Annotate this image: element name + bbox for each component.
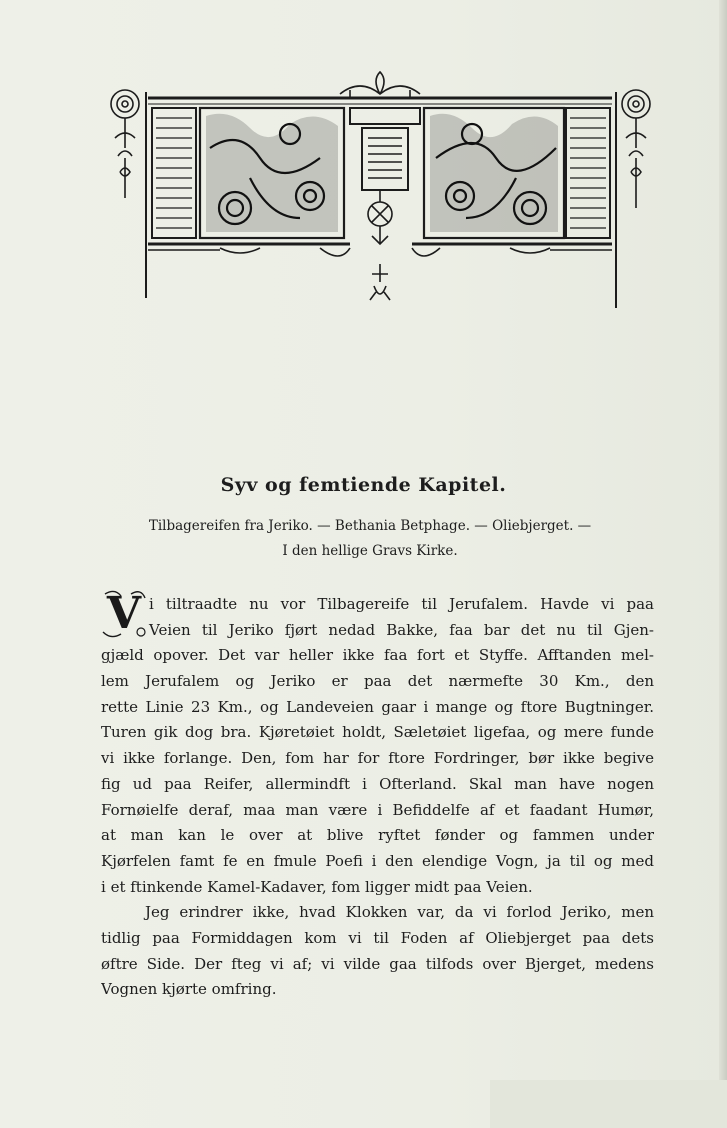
body-line: lem Jerufalem og Jeriko er paa det nærmefte 30 Km., den bbox=[101, 672, 654, 691]
body-line: øftre Side. Der fteg vi af; vi vilde gaa tilfods over Bjerget, medens bbox=[101, 954, 654, 973]
drop-cap-letter: V bbox=[106, 588, 142, 639]
body-line: i et ftinkende Kamel-Kadaver, fom ligger midt paa Veien. bbox=[101, 877, 533, 896]
body-line: Veien til Jeriko fjørt nedad Bakke, faa bar det nu til Gjen- bbox=[149, 620, 654, 639]
body-line: gjæld opover. Det var heller ikke faa fort et Styffe. Afftanden mel- bbox=[101, 646, 654, 665]
page-edge-shadow bbox=[719, 0, 727, 1128]
chapter-body-text bbox=[101, 588, 654, 1003]
body-line: at man kan le over at blive ryftet fønder og fammen under bbox=[101, 826, 654, 845]
summary-line: Tilbagereifen fra Jeriko. — Bethania Betphage. — Oliebjerget. — bbox=[148, 518, 592, 534]
body-line: vi ikke forlange. Den, fom har for ftore Fordringer, bør ikke begive bbox=[101, 749, 654, 768]
body-line: Turen gik dog bra. Kjøretøiet holdt, Sæletøiet ligefaa, og mere funde bbox=[101, 723, 654, 742]
body-line: tidlig paa Formiddagen kom vi til Foden af Oliebjerget paa dets bbox=[101, 928, 654, 947]
summary-line: I den hellige Gravs Kirke. bbox=[282, 543, 458, 559]
body-line: Kjørfelen famt fe en fmule Poefi i den elendige Vogn, ja til og med bbox=[101, 851, 654, 870]
body-line: Vognen kjørte omfring. bbox=[101, 980, 277, 999]
chapter-headpiece-ornament bbox=[100, 68, 660, 318]
body-line: fig ud paa Reifer, allermindft i Ofterland. Skal man have nogen bbox=[101, 774, 654, 793]
chapter-title: Syv og femtiende Kapitel. bbox=[220, 474, 507, 496]
body-line: Jeg erindrer ikke, hvad Klokken var, da vi forlod Jeriko, men bbox=[145, 903, 654, 922]
drop-cap bbox=[101, 588, 147, 640]
body-line: Fornøielfe deraf, maa man være i Befiddelfe af et faadant Humør, bbox=[101, 800, 654, 819]
body-line: i tiltraadte nu vor Tilbagereife til Jerufalem. Havde vi paa bbox=[149, 595, 654, 613]
body-line: rette Linie 23 Km., og Landeveien gaar i mange og ftore Bugtninger. bbox=[101, 697, 654, 716]
chapter-summary bbox=[110, 514, 630, 564]
bleed-through-patch bbox=[490, 1080, 727, 1128]
